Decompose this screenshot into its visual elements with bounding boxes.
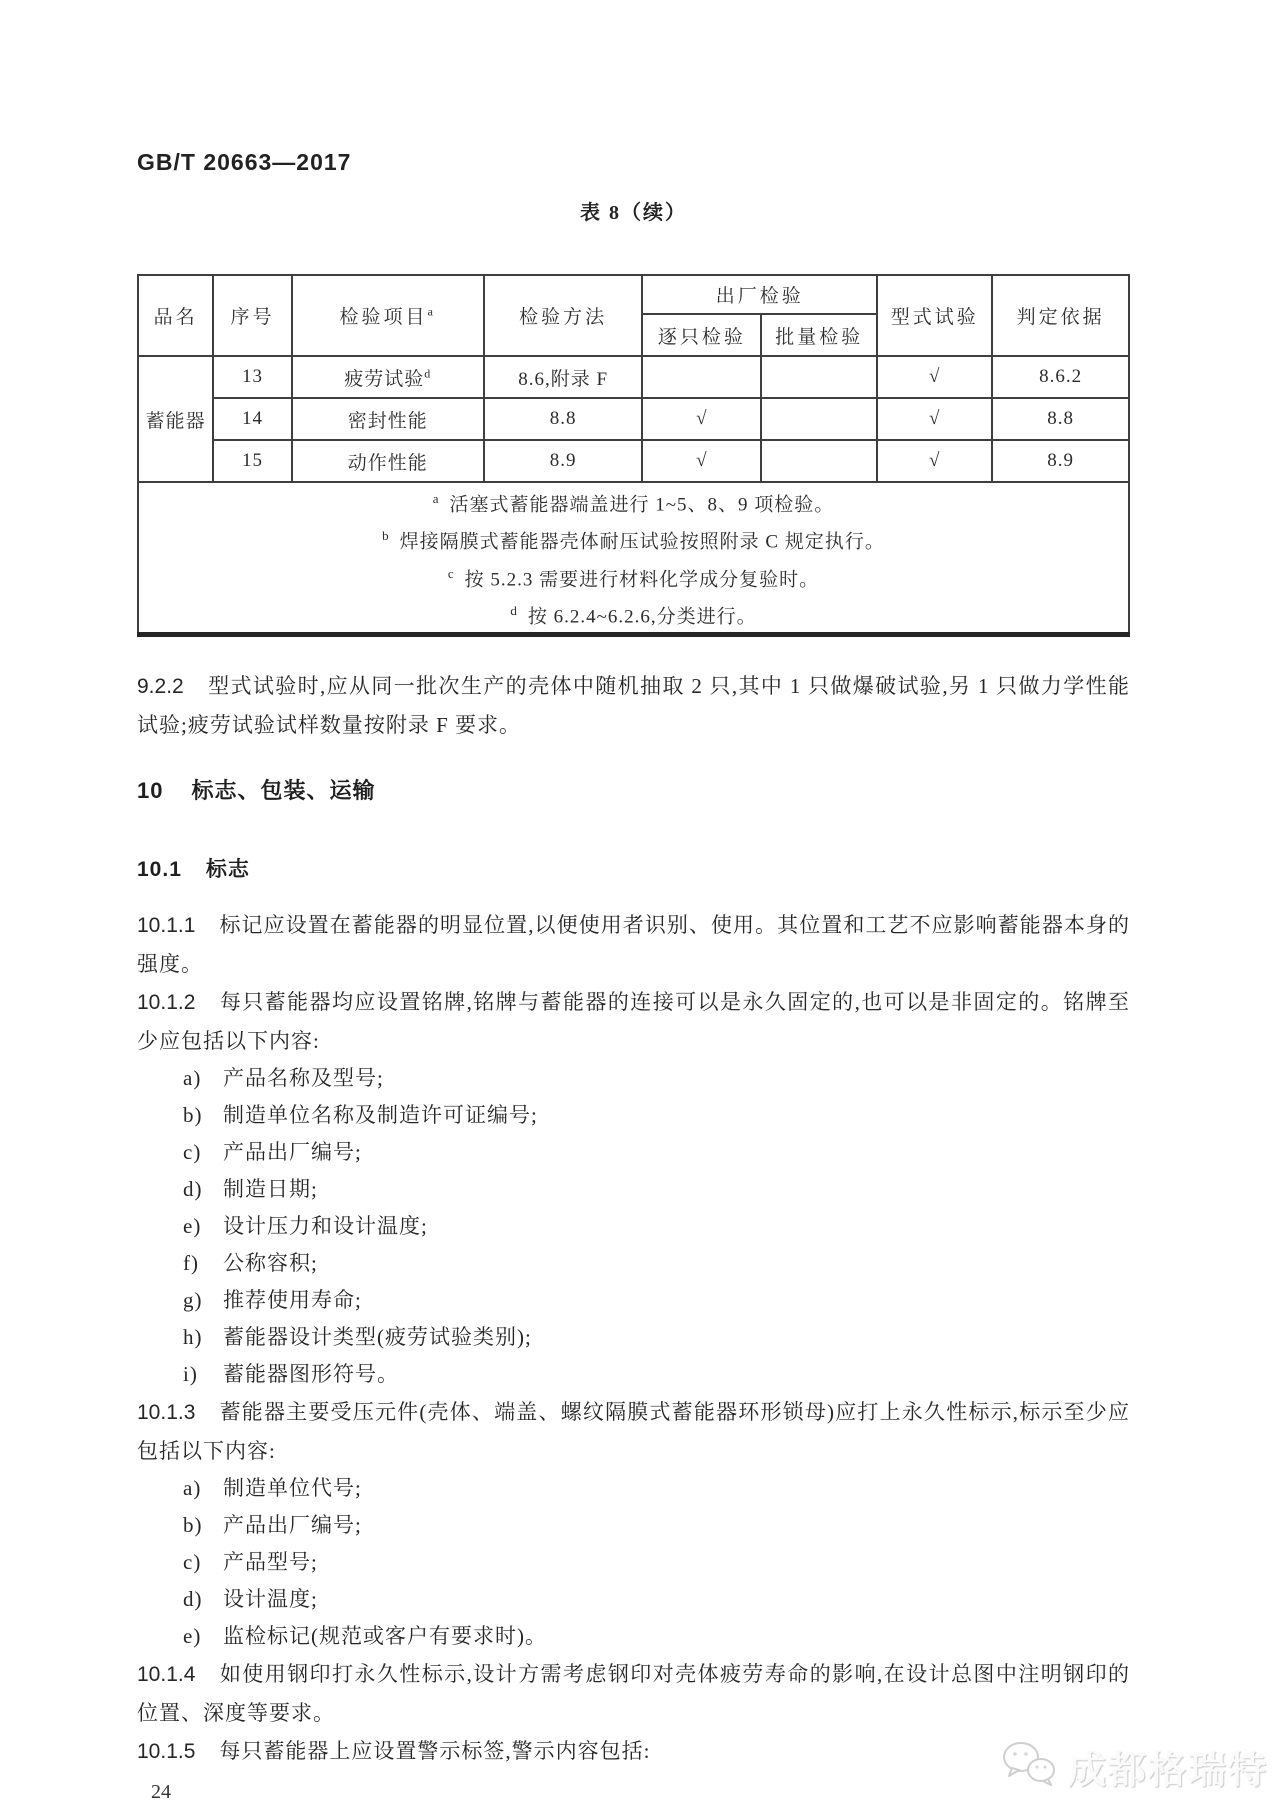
clause-text: 蓄能器主要受压元件(壳体、端盖、螺纹隔膜式蓄能器环形锁母)应打上永久性标示,标示至少应包括以下内容:	[137, 1400, 1130, 1464]
column-header-type-test: 型式试验	[877, 275, 992, 356]
footnote-text: 按 6.2.4~6.2.6,分类进行。	[527, 606, 757, 628]
list-item-letter: e)	[183, 1214, 202, 1239]
cell-no: 15	[213, 440, 291, 482]
cell-basis: 8.8	[992, 398, 1129, 440]
clause-number: 10.1.3	[137, 1401, 196, 1425]
heading-text: 标志、包装、运输	[191, 778, 376, 804]
table-row	[138, 356, 1129, 398]
list-item-letter: b)	[183, 1513, 203, 1538]
section-heading-10	[137, 776, 1130, 806]
clause-text: 标记应设置在蓄能器的明显位置,以便使用者识别、使用。其位置和工艺不应影响蓄能器本身的强度。	[137, 913, 1130, 977]
list-item-text: 监检标记(规范或客户有要求时)。	[223, 1624, 547, 1649]
table-title: 表 8（续）	[580, 202, 687, 224]
clause-number: 10.1.5	[137, 1740, 196, 1764]
list-item-letter: e)	[183, 1624, 202, 1649]
clause-text: 每只蓄能器均应设置铭牌,铭牌与蓄能器的连接可以是永久固定的,也可以是非固定的。铭牌至少应包括以下内容:	[137, 990, 1130, 1054]
column-header-item-sup: a	[427, 304, 436, 319]
list-item	[137, 1245, 1130, 1282]
permanent-mark-list	[137, 1470, 1130, 1655]
clause-text: 每只蓄能器上应设置警示标签,警示内容包括:	[219, 1739, 651, 1764]
footnote-text: 活塞式蓄能器端盖进行 1~5、8、9 项检验。	[449, 494, 835, 516]
cell-type-test-check: √	[877, 356, 992, 398]
nameplate-content-list	[137, 1060, 1130, 1393]
cell-item-label: 疲劳试验	[344, 368, 425, 390]
list-item-letter: h)	[183, 1325, 203, 1350]
watermark-text: 成都格瑞特	[1067, 1750, 1268, 1792]
cell-item	[292, 440, 484, 482]
footnote-text: 按 5.2.3 需要进行材料化学成分复验时。	[464, 568, 820, 590]
column-header-serial: 序号	[213, 275, 291, 356]
list-item	[137, 1356, 1130, 1393]
footnote-text: 焊接隔膜式蓄能器壳体耐压试验按照附录 C 规定执行。	[399, 531, 885, 553]
column-header-each: 逐只检验	[642, 314, 761, 356]
footnote-marker: b	[382, 528, 390, 544]
list-item-letter: a)	[183, 1476, 202, 1501]
table-footnotes	[138, 482, 1129, 635]
list-item-letter: a)	[183, 1066, 202, 1091]
cell-item-label: 动作性能	[347, 452, 428, 474]
list-item	[137, 1171, 1130, 1208]
table-row	[138, 398, 1129, 440]
list-item-text: 设计压力和设计温度;	[223, 1214, 428, 1239]
list-item	[137, 1581, 1130, 1618]
cell-item-sup: d	[424, 366, 432, 381]
list-item-text: 产品出厂编号;	[223, 1140, 362, 1165]
list-item	[137, 1097, 1130, 1134]
watermark	[1000, 1739, 1268, 1794]
footnote	[139, 483, 1128, 520]
list-item	[137, 1319, 1130, 1356]
list-item-text: 产品名称及型号;	[223, 1066, 384, 1091]
column-header-method: 检验方法	[484, 275, 643, 356]
list-item-text: 蓄能器设计类型(疲劳试验类别);	[223, 1325, 532, 1350]
list-item-letter: i)	[183, 1362, 198, 1387]
list-item	[137, 1282, 1130, 1319]
list-item-text: 推荐使用寿命;	[223, 1288, 362, 1313]
column-header-batch: 批量检验	[761, 314, 877, 356]
list-item-letter: d)	[183, 1587, 203, 1612]
cell-batch	[761, 398, 877, 440]
list-item-text: 蓄能器图形符号。	[223, 1362, 399, 1387]
list-item-letter: d)	[183, 1177, 203, 1202]
cell-type-test-check: √	[877, 440, 992, 482]
list-item-text: 产品出厂编号;	[223, 1513, 362, 1538]
wechat-icon	[1000, 1739, 1058, 1794]
list-item	[137, 1470, 1130, 1507]
cell-basis: 8.6.2	[992, 356, 1129, 398]
list-item-text: 设计温度;	[223, 1587, 318, 1612]
footnote	[139, 595, 1128, 632]
footnote	[139, 520, 1128, 557]
footnote-marker: d	[510, 602, 518, 618]
cell-method: 8.6,附录 F	[484, 356, 643, 398]
table-row	[138, 440, 1129, 482]
clause-10-1-4	[137, 1655, 1130, 1732]
group-cell-product: 蓄能器	[138, 356, 213, 482]
list-item-text: 制造日期;	[223, 1177, 318, 1202]
clause-text: 如使用钢印打永久性标示,设计方需考虑钢印对壳体疲劳寿命的影响,在设计总图中注明钢印的位置、深度等要求。	[137, 1662, 1130, 1726]
list-item-text: 制造单位名称及制造许可证编号;	[223, 1103, 538, 1128]
list-item-letter: c)	[183, 1140, 202, 1165]
cell-item	[292, 356, 484, 398]
inspection-table	[137, 274, 1130, 637]
clause-10-1-3	[137, 1393, 1130, 1470]
footnote-marker: c	[447, 565, 455, 581]
list-item-letter: b)	[183, 1103, 203, 1128]
footnote-marker: a	[432, 491, 440, 506]
list-item-text: 产品型号;	[223, 1550, 318, 1575]
clause-number: 10.1	[137, 858, 182, 882]
list-item-letter: f)	[183, 1251, 199, 1276]
clause-10-1-2	[137, 983, 1130, 1060]
cell-batch	[761, 356, 877, 398]
clause-number: 10	[137, 778, 164, 804]
cell-method: 8.8	[484, 398, 643, 440]
list-item	[137, 1134, 1130, 1171]
cell-item	[292, 398, 484, 440]
list-item-letter: c)	[183, 1550, 202, 1575]
cell-method: 8.9	[484, 440, 643, 482]
cell-each	[642, 356, 761, 398]
list-item	[137, 1544, 1130, 1581]
clause-number: 10.1.1	[137, 914, 196, 938]
doc-number: GB/T 20663—2017	[137, 149, 352, 175]
cell-no: 14	[213, 398, 291, 440]
heading-text: 标志	[205, 858, 250, 882]
clause-number: 10.1.4	[137, 1663, 196, 1687]
clause-10-1-1	[137, 906, 1130, 983]
footnote	[139, 558, 1128, 595]
list-item-text: 公称容积;	[223, 1251, 318, 1276]
cell-type-test-check: √	[877, 398, 992, 440]
list-item	[137, 1507, 1130, 1544]
cell-batch	[761, 440, 877, 482]
cell-no: 13	[213, 356, 291, 398]
list-item	[137, 1060, 1130, 1097]
clause-10-1-5	[137, 1732, 1130, 1771]
column-header-item	[292, 275, 484, 356]
list-item-text: 制造单位代号;	[223, 1476, 362, 1501]
clause-number: 9.2.2	[137, 675, 184, 699]
column-header-basis: 判定依据	[992, 275, 1129, 356]
column-header-factory: 出厂检验	[642, 275, 877, 314]
clause-text: 型式试验时,应从同一批次生产的壳体中随机抽取 2 只,其中 1 只做爆破试验,另 1 只做力学性能试验;疲劳试验试样数量按附录 F 要求。	[137, 674, 1130, 738]
page-number: 24	[151, 1781, 171, 1804]
list-item	[137, 1618, 1130, 1655]
cell-basis: 8.9	[992, 440, 1129, 482]
column-header-item-label: 检验项目	[339, 307, 428, 328]
clause-9-2-2	[137, 667, 1130, 744]
cell-each-check: √	[642, 440, 761, 482]
clause-number: 10.1.2	[137, 991, 196, 1015]
column-header-product: 品名	[138, 275, 213, 356]
list-item-letter: g)	[183, 1288, 203, 1313]
cell-item-label: 密封性能	[347, 410, 428, 432]
cell-each-check: √	[642, 398, 761, 440]
list-item	[137, 1208, 1130, 1245]
section-heading-10-1	[137, 856, 1130, 884]
